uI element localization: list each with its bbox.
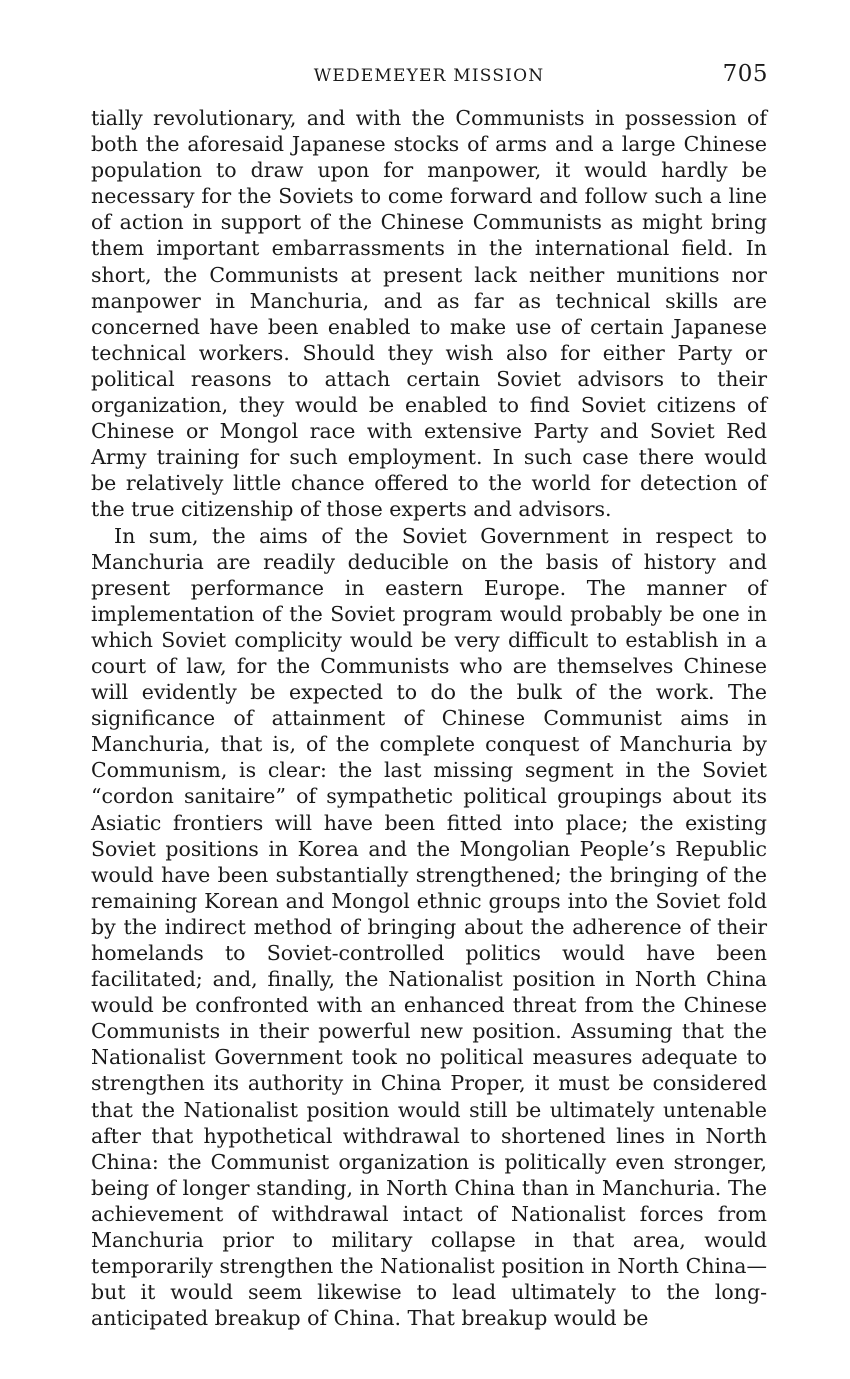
body-text <box>91 105 767 1331</box>
page-number: 705 <box>722 61 768 87</box>
running-title: WEDEMEYER MISSION <box>313 66 545 86</box>
running-header <box>91 56 767 96</box>
paragraph-continuation: tially revolutionary, and with the Communists in possession of both the aforesaid Japanese stocks of arms and a large Chinese population to draw upon for manpower, it would hardly be necessary for the Soviets to come forward and follow such a line of action in support of the Chinese Communists as might bring them important embarrassments in the international field. In short, the Communists at present lack neither munitions nor manpower in Manchuria, and as far as technical skills are concerned have been enabled to make use of certain Japanese technical workers. Should they wish also for either Party or political reasons to attach certain Soviet advisors to their organization, they would be enabled to find Soviet citizens of Chinese or Mongol race with extensive Party and Soviet Red Army training for such employment. In such case there would be relatively little chance offered to the world for detection of the true citizenship of those experts and advisors. <box>91 106 767 522</box>
paragraph-in-sum: In sum, the aims of the Soviet Government in respect to Manchuria are readily deducible on the basis of history and present performance in eastern Europe. The manner of implementation of the Soviet program would probably be one in which Soviet complicity would be very difficult to establish in a court of law, for the Communists who are themselves Chinese will evidently be expected to do the bulk of the work. The significance of attainment of Chinese Communist aims in Manchuria, that is, of the complete conquest of Manchuria by Communism, is clear: the last missing segment in the Soviet “cordon sanitaire” of sympathetic political groupings about its Asiatic frontiers will have been fitted into place; the existing Soviet positions in Korea and the Mongolian People’s Republic would have been substantially strengthened; the bringing of the remaining Korean and Mongol ethnic groups into the Soviet fold by the indirect method of bringing about the adherence of their homelands to Soviet-controlled politics would have been facilitated; and, finally, the Nationalist position in North China would be confronted with an enhanced threat from the Chinese Communists in their powerful new position. Assuming that the Nationalist Government took no political measures adequate to strengthen its authority in China Proper, it must be considered that the Nationalist position would still be ultimately untenable after that hypothetical withdrawal to shortened lines in North China: the Communist organization is politically even stronger, being of longer standing, in North China than in Manchuria. The achievement of withdrawal intact of Nationalist forces from Manchuria prior to military collapse in that area, would temporarily strengthen the Nationalist position in North China—but it would seem likewise to lead ultimately to the long-anticipated breakup of China. That breakup would be <box>91 523 767 1331</box>
document-page <box>91 56 767 1331</box>
